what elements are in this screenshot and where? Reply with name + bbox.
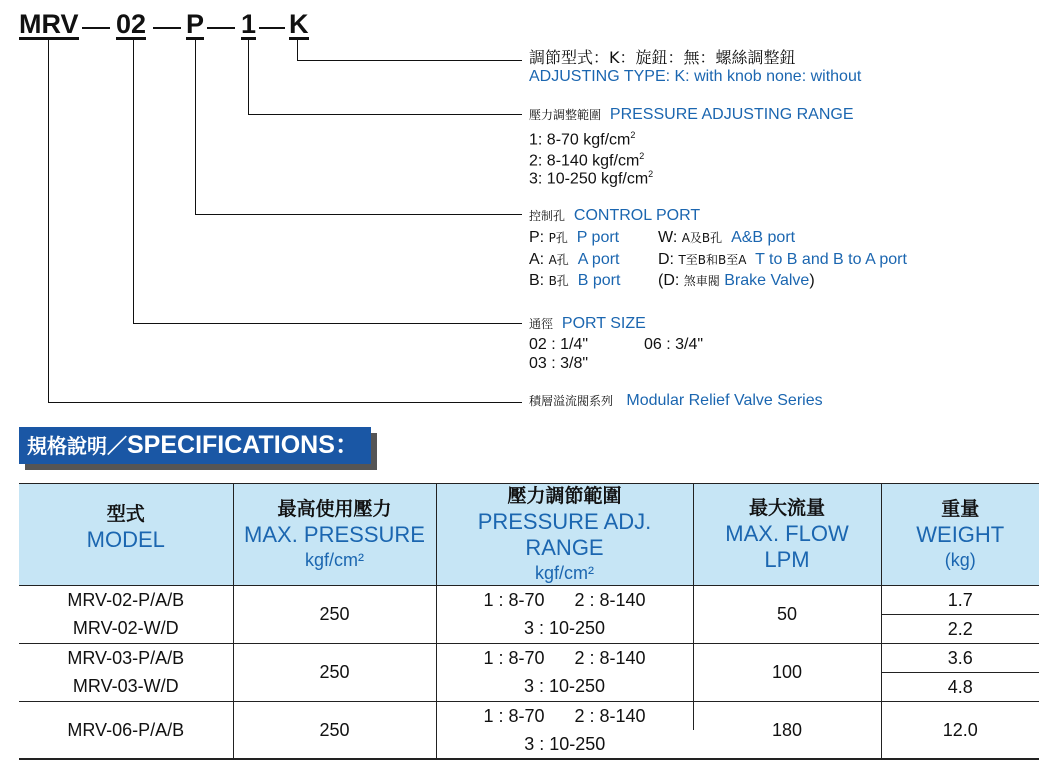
code-dash [153, 27, 181, 29]
header-max-flow: 最大流量 MAX. FLOW LPM [693, 484, 881, 586]
series-label [529, 390, 823, 412]
leader-line [195, 214, 522, 215]
code-dash [82, 27, 110, 29]
header-max-pressure: 最高使用壓力 MAX. PRESSURE kgf/cm² [233, 484, 436, 586]
code-port: P [186, 9, 205, 39]
cell-pressure: 250 [233, 702, 436, 760]
table-row [19, 586, 1039, 615]
cell-flow: 100 [693, 644, 881, 702]
code-size: 02 [116, 9, 147, 39]
header-weight: 重量 WEIGHT (kg) [881, 484, 1039, 586]
control-label [529, 205, 700, 227]
leader-line [48, 402, 522, 403]
table-row [19, 615, 1039, 644]
cell-range: 3 : 10-250 [436, 673, 693, 702]
pressure-zh: 壓力調整範圍 [529, 108, 602, 122]
leader-line [133, 40, 134, 323]
table-row [19, 702, 1039, 731]
table-header-row [19, 484, 1039, 586]
leader-line [133, 323, 522, 324]
code-series: MRV [19, 9, 79, 39]
control-option-a: A: A孔 A port [529, 251, 620, 268]
leader-line [297, 60, 522, 61]
cell-model: MRV-03-P/A/B [19, 644, 233, 673]
pressure-option: 1: 8-70 kgf/$cm^2$ [529, 130, 636, 149]
cell-flow: 180 [693, 702, 881, 760]
cell-range: 3 : 10-250 [436, 615, 693, 644]
cell-model: MRV-03-W/D [19, 673, 233, 702]
control-en: CONTROL PORT [573, 207, 701, 224]
portsize-option: 03 : 3/8" [529, 355, 589, 372]
cell-model: MRV-02-P/A/B [19, 586, 233, 615]
cell-pressure: 250 [233, 586, 436, 644]
table-row [19, 644, 1039, 673]
cell-range: 1 : 8-70 2 : 8-140 [436, 644, 693, 673]
cell-range: 1 : 8-70 2 : 8-140 [436, 586, 693, 615]
cell-weight: 4.8 [881, 673, 1039, 702]
leader-line [297, 40, 298, 60]
cell-range: 1 : 8-70 2 : 8-140 [436, 702, 693, 731]
control-option-p: P: P孔 P port [529, 229, 620, 246]
control-option-brake: (D: 煞車閥 Brake Valve) [658, 272, 815, 289]
pressure-en: PRESSURE ADJUSTING RANGE [609, 106, 854, 123]
pressure-label [529, 104, 854, 126]
header-model: 型式 MODEL [19, 484, 233, 586]
spec-table [19, 483, 1039, 760]
series-en: Modular Relief Valve Series [626, 392, 823, 409]
spec-title-en: SPECIFICATIONS： [127, 431, 360, 459]
cell-flow: 50 [693, 586, 881, 644]
adjusting-en: ADJUSTING TYPE: K: with knob none: without [529, 68, 862, 85]
pressure-option: 2: 8-140 kgf/$cm^2$ [529, 151, 645, 170]
leader-line [248, 40, 249, 114]
leader-line [195, 40, 196, 214]
cell-pressure: 250 [233, 644, 436, 702]
portsize-option: 02 : 1/4" [529, 336, 589, 353]
adjusting-zh: 調節型式：K：旋鈕：無：螺絲調整鈕 [529, 48, 796, 67]
pressure-option: 3: 10-250 kgf/$cm^2$ [529, 169, 654, 188]
cell-weight: 12.0 [881, 702, 1039, 760]
control-option-b: B: B孔 B port [529, 272, 621, 289]
portsize-label [529, 313, 646, 335]
portsize-en: PORT SIZE [561, 315, 646, 332]
code-knob: K [289, 9, 309, 39]
code-dash [259, 27, 285, 29]
leader-line [248, 114, 522, 115]
portsize-option: 06 : 3/4" [644, 336, 704, 353]
cell-weight: 3.6 [881, 644, 1039, 673]
spec-section-title [19, 427, 371, 464]
control-zh: 控制孔 [529, 209, 566, 223]
cell-weight: 1.7 [881, 586, 1039, 615]
series-zh: 積層溢流閥系列 [529, 394, 614, 408]
leader-line [48, 40, 49, 402]
cell-model: MRV-02-W/D [19, 615, 233, 644]
control-option-w: W: A及B孔 A&B port [658, 229, 796, 246]
portsize-zh: 通徑 [529, 317, 554, 331]
cell-range: 3 : 10-250 [436, 730, 693, 759]
code-dash [207, 27, 235, 29]
cell-weight: 2.2 [881, 615, 1039, 644]
code-pressure: 1 [241, 9, 257, 39]
spec-title-zh: 規格說明／ [27, 434, 127, 458]
cell-model: MRV-06-P/A/B [19, 702, 233, 760]
header-pressure-range: 壓力調節範圍 PRESSURE ADJ. RANGE kgf/cm² [436, 484, 693, 586]
control-option-d: D: T至B和B至A T to B and B to A port [658, 251, 907, 268]
table-row [19, 673, 1039, 702]
